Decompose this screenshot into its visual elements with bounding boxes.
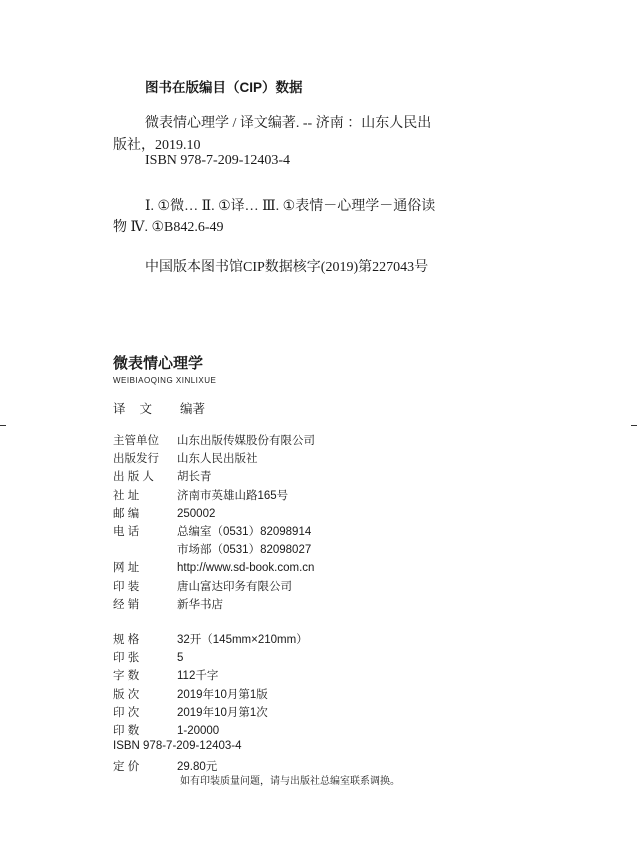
publisher-info-row — [113, 596, 223, 614]
author-name: 译文 — [113, 402, 167, 416]
book-pinyin: WEIBIAOQING XINLIXUE — [113, 376, 217, 385]
publisher-info-value: 新华书店 — [177, 598, 223, 611]
spec-label: 印 次 — [113, 706, 140, 719]
spec-value: 29.80元 — [177, 761, 218, 774]
publisher-info-row — [113, 487, 288, 505]
publisher-info-label: 电 话 — [113, 526, 140, 538]
spec-value: 32开（145mm×210mm） — [177, 634, 308, 646]
spec-label: 规 格 — [113, 634, 140, 646]
publisher-info-value: 唐山富达印务有限公司 — [177, 580, 292, 593]
spec-value: 1-20000 — [177, 725, 220, 737]
book-title: 微表情心理学 — [113, 355, 204, 372]
publisher-info-label: 经 销 — [113, 598, 140, 611]
spec-row — [113, 631, 308, 649]
spec-value: ISBN 978-7-209-12403-4 — [113, 740, 242, 753]
cip-line-1: 微表情心理学 / 译文编著. -- 济南 ：山东人民出 — [145, 116, 432, 131]
cip-classification-1: Ⅰ. ①微… Ⅱ. ①译… Ⅲ. ①表情－心理学－通俗读 — [145, 199, 436, 214]
cip-line-2: 版社，2019.10 — [113, 138, 201, 153]
publisher-info-value: http://www.sd-book.com.cn — [177, 562, 315, 575]
publisher-info-row — [113, 578, 292, 596]
publisher-info-value: 市场部（0531）82098027 — [177, 544, 312, 557]
spec-row — [113, 649, 183, 667]
publisher-info-value: 胡长青 — [177, 471, 212, 484]
quality-note: 如有印装质量问题，请与出版社总编室联系调换。 — [180, 776, 400, 787]
publisher-info-label: 印 装 — [113, 580, 140, 593]
publisher-info-value: 总编室（0531）82098914 — [177, 526, 312, 538]
publisher-info-value: 250002 — [177, 507, 216, 520]
spec-row — [113, 704, 268, 722]
publisher-info-row — [113, 432, 315, 450]
publisher-info-label: 出 版 人 — [113, 471, 154, 484]
publisher-info-row — [113, 523, 311, 541]
publisher-info-label: 主管单位 — [113, 435, 159, 447]
publisher-info-value: 山东出版传媒股份有限公司 — [177, 435, 315, 447]
publisher-info-label: 出版发行 — [113, 453, 159, 466]
publisher-info-label: 社 址 — [113, 489, 140, 502]
author-role: 编著 — [180, 402, 206, 416]
spec-value: 5 — [177, 652, 184, 665]
spec-label: 版 次 — [113, 688, 140, 701]
spec-value: 2019年10月第1次 — [177, 706, 268, 719]
spec-row — [113, 667, 218, 685]
publisher-info-row — [113, 541, 311, 559]
publisher-info-row — [113, 559, 314, 577]
publisher-info-row — [113, 505, 215, 523]
publisher-info-row — [113, 450, 258, 468]
spec-label: 印 数 — [113, 725, 140, 737]
spec-label: 字 数 — [113, 670, 140, 683]
publisher-info-row — [113, 468, 212, 486]
spec-row — [113, 686, 268, 704]
cip-classification-2: 物 Ⅳ. ①B842.6-49 — [113, 220, 224, 235]
crop-mark-left — [0, 425, 6, 426]
cip-isbn: ISBN 978-7-209-12403-4 — [145, 153, 291, 168]
spec-label: 印 张 — [113, 652, 140, 665]
publisher-info-value: 山东人民出版社 — [177, 453, 258, 466]
spec-label: 定 价 — [113, 761, 140, 774]
crop-mark-right — [631, 425, 637, 426]
publisher-info-label: 网 址 — [113, 562, 140, 575]
spec-value: 112千字 — [177, 670, 219, 683]
publisher-info-label: 邮 编 — [113, 507, 140, 520]
publisher-info-value: 济南市英雄山路165号 — [177, 489, 289, 502]
cip-heading: 图书在版编目（CIP）数据 — [145, 80, 303, 95]
spec-row — [113, 740, 242, 758]
cip-record-number: 中国版本图书馆CIP数据核字(2019)第227043号 — [145, 260, 429, 275]
spec-value: 2019年10月第1版 — [177, 688, 268, 701]
spec-row — [113, 722, 219, 740]
